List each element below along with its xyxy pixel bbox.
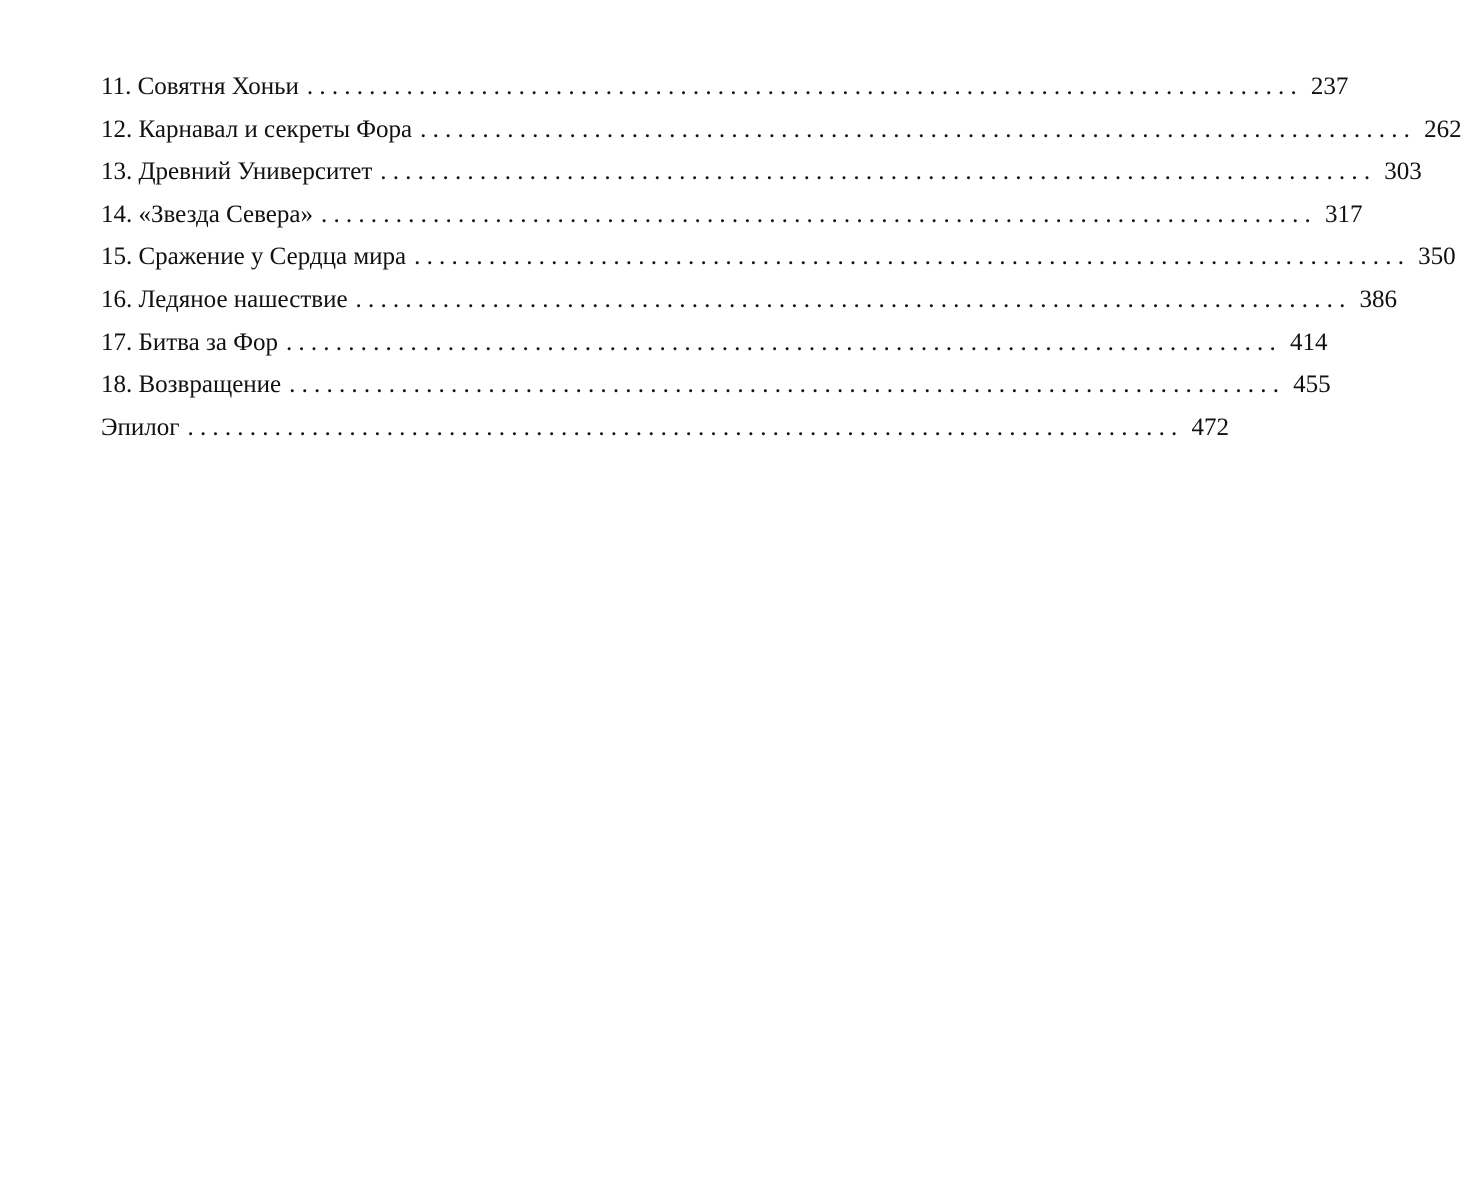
toc-entry: [101, 407, 1229, 450]
toc-entry-title: 12. Карнавал и секреты Фора: [101, 115, 413, 143]
toc-entry-page: 386: [1359, 285, 1398, 313]
toc-entry-title: 14. «Звезда Севера»: [101, 200, 313, 228]
toc-entry-title: 16. Ледяное нашествие: [101, 285, 348, 313]
toc-entry: [101, 279, 1398, 322]
toc-entry-page: 455: [1293, 371, 1331, 399]
toc-dot-leader: ................................................................................: [355, 285, 1352, 313]
toc-entry-page: 350: [1418, 243, 1456, 271]
toc-entry: [101, 109, 1462, 152]
toc-entry-title: Эпилог: [101, 413, 180, 441]
toc-entry: [101, 66, 1349, 109]
toc-entry-title: 15. Сражение у Сердца мира: [101, 243, 407, 271]
toc-dot-leader: ................................................................................: [306, 73, 1303, 100]
toc-dot-leader: ................................................................................: [414, 243, 1411, 271]
toc-entry: [101, 322, 1328, 365]
toc-dot-leader: ................................................................................: [289, 371, 1286, 399]
toc-entry: [101, 151, 1422, 194]
toc-entry-title: 18. Возвращение: [101, 371, 282, 399]
toc-entry-page: 472: [1191, 413, 1229, 441]
toc-dot-leader: ................................................................................: [380, 158, 1377, 186]
toc-entry-title: 13. Древний Университет: [101, 158, 373, 186]
toc-dot-leader: ................................................................................: [420, 115, 1417, 143]
toc-entry-title: 11. Совятня Хоньи: [101, 73, 299, 100]
toc-entry-page: 317: [1325, 200, 1363, 228]
toc-entry-page: 262: [1424, 115, 1462, 143]
toc-dot-leader: ................................................................................: [187, 413, 1184, 441]
toc-entry: [101, 236, 1456, 279]
toc-entry: [101, 364, 1331, 407]
toc-entry-page: 303: [1384, 158, 1422, 186]
table-of-contents: [101, 66, 1462, 449]
toc-entry-page: 414: [1289, 328, 1328, 356]
toc-entry: [101, 194, 1363, 237]
toc-dot-leader: ................................................................................: [285, 328, 1282, 356]
toc-entry-title: 17. Битва за Фор: [101, 328, 278, 356]
toc-dot-leader: ................................................................................: [321, 200, 1317, 228]
toc-entry-page: 237: [1310, 73, 1349, 100]
